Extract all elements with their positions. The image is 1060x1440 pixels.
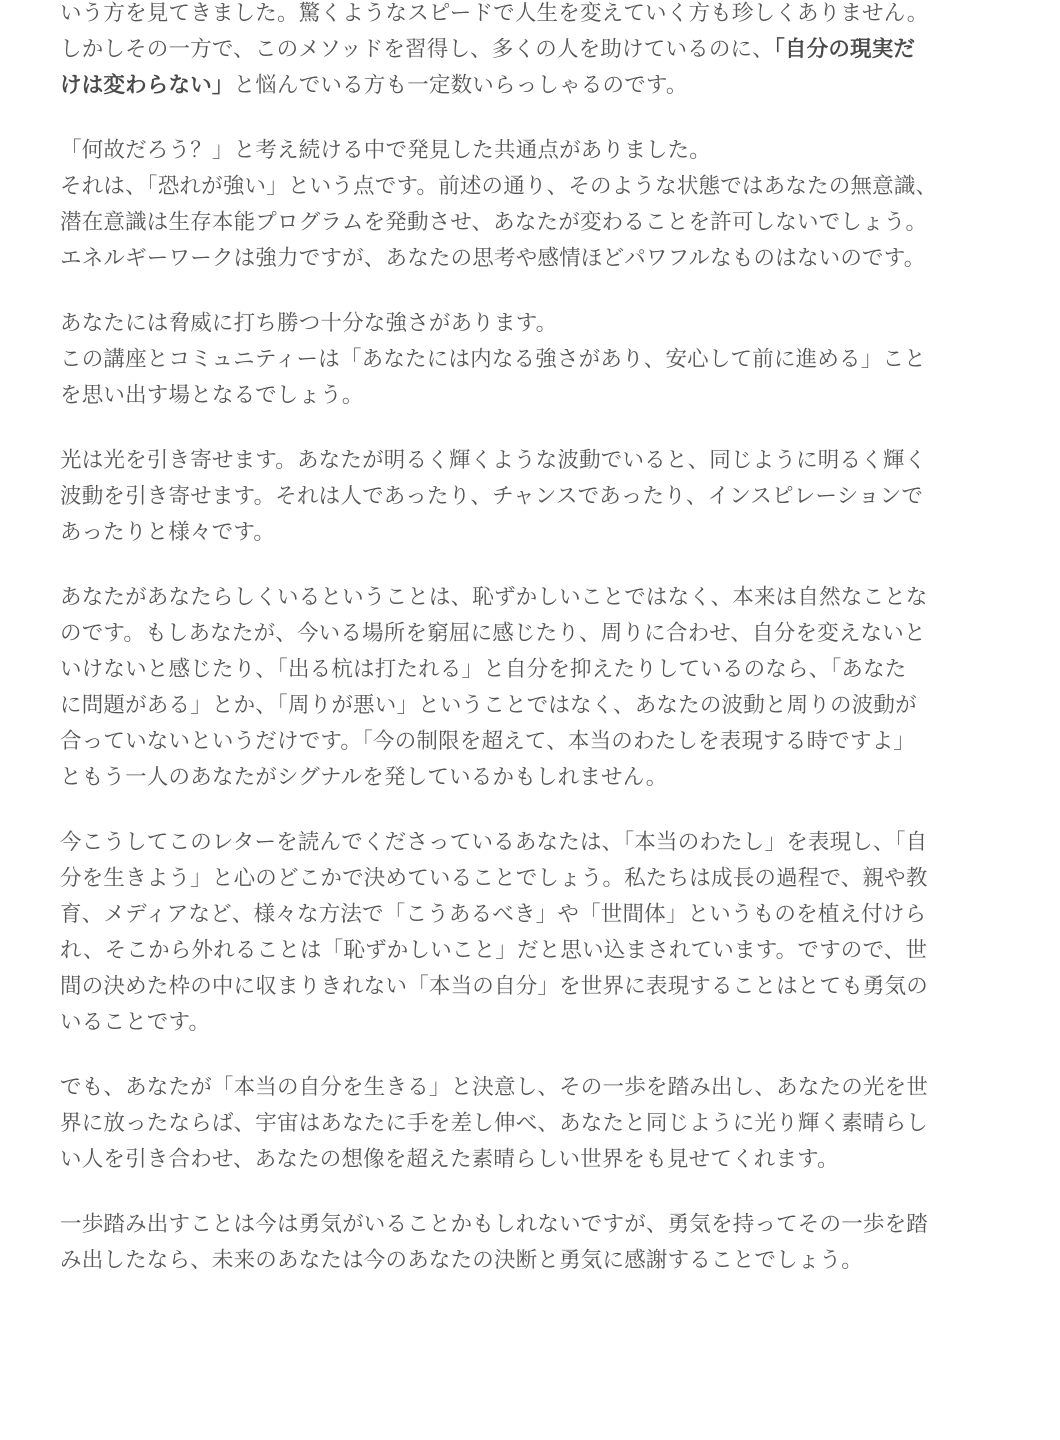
text-line bbox=[60, 580, 1000, 616]
emphasis-text: 「自分の現実だ bbox=[773, 37, 916, 62]
body-text: に問題がある」とか、「周りが悪い」ということではなく、あなたの波動と周りの波動が bbox=[60, 693, 917, 718]
body-text: 光は光を引き寄せます。あなたが明るく輝くような波動でいると、同じように明るく輝く bbox=[60, 448, 927, 473]
paragraph bbox=[60, 133, 1000, 277]
paragraph bbox=[60, 1070, 1000, 1178]
text-line bbox=[60, 969, 1000, 1005]
text-line bbox=[60, 688, 1000, 724]
body-text: い人を引き合わせ、あなたの想像を超えた素晴らしい世界をも見せてくれます。 bbox=[60, 1147, 839, 1172]
text-line bbox=[60, 1207, 1000, 1243]
paragraph bbox=[60, 0, 1000, 104]
text-line bbox=[60, 616, 1000, 652]
body-text: れ、そこから外れることは「恥ずかしいこと」だと思い込まされています。ですので、世 bbox=[60, 938, 928, 963]
text-line bbox=[60, 342, 1000, 378]
body-text: を思い出す場となるでしょう。 bbox=[60, 383, 364, 408]
body-text: 間の決めた枠の中に収まりきれない「本当の自分」を世界に表現することはとても勇気の bbox=[60, 974, 929, 999]
text-line bbox=[60, 378, 1000, 414]
emphasis-text: けは変わらない」 bbox=[60, 73, 234, 98]
body-text: 波動を引き寄せます。それは人であったり、チャンスであったり、インスピレーションで bbox=[60, 484, 924, 509]
body-text: ともう一人のあなたがシグナルを発しているかもしれません。 bbox=[60, 765, 668, 790]
paragraph bbox=[60, 580, 1000, 796]
body-text: 分を生きよう」と心のどこかで決めていることでしょう。私たちは成長の過程で、親や教 bbox=[60, 866, 928, 891]
text-line bbox=[60, 133, 1000, 169]
body-text: 一歩踏み出すことは今は勇気がいることかもしれないですが、勇気を持ってその一歩を踏 bbox=[60, 1212, 929, 1237]
body-text: 今こうしてこのレターを読んでくださっているあなたは、「本当のわたし」を表現し、「自 bbox=[60, 830, 928, 855]
text-line bbox=[60, 825, 1000, 861]
text-line bbox=[60, 205, 1000, 241]
body-text: しかしその一方で、このメソッドを習得し、多くの人を助けているのに、 bbox=[60, 37, 774, 62]
text-line bbox=[60, 897, 1000, 933]
article-body bbox=[60, 0, 1000, 1308]
body-text: 合っていないというだけです。「今の制限を超えて、本当のわたしを表現する時ですよ」 bbox=[60, 729, 916, 754]
text-line bbox=[60, 652, 1000, 688]
text-line bbox=[60, 933, 1000, 969]
body-text: のです。もしあなたが、今いる場所を窮屈に感じたり、周りに合わせ、自分を変えないと bbox=[60, 621, 926, 646]
text-line bbox=[60, 1243, 1000, 1279]
body-text: 「何故だろう？」と考え続ける中で発見した共通点がありました。 bbox=[60, 138, 712, 163]
text-line bbox=[60, 241, 1000, 277]
body-text: この講座とコミュニティーは「あなたには内なる強さがあり、安心して前に進める」こと bbox=[60, 347, 926, 372]
body-text: 界に放ったならば、宇宙はあなたに手を差し伸べ、あなたと同じように光り輝く素晴らし bbox=[60, 1111, 929, 1136]
body-text: 潜在意識は生存本能プログラムを発動させ、あなたが変わることを許可しないでしょう。 bbox=[60, 210, 928, 235]
text-line bbox=[60, 760, 1000, 796]
paragraph bbox=[60, 1207, 1000, 1279]
body-text: と悩んでいる方も一定数いらっしゃるのです。 bbox=[233, 73, 688, 98]
body-text: いう方を見てきました。驚くようなスピードで人生を変えていく方も珍しくありません。 bbox=[60, 1, 929, 26]
body-text: 育、メディアなど、様々な方法で「こうあるべき」や「世間体」というものを植え付けら bbox=[60, 902, 927, 927]
text-line bbox=[60, 1106, 1000, 1142]
text-line bbox=[60, 0, 1000, 32]
body-text: いることです。 bbox=[60, 1010, 211, 1035]
text-line bbox=[60, 1142, 1000, 1178]
body-text: あなたには脅威に打ち勝つ十分な強さがあります。 bbox=[60, 311, 558, 336]
body-text: いけないと感じたり、「出る杭は打たれる」と自分を抑えたりしているのなら、「あなた bbox=[60, 657, 907, 682]
paragraph bbox=[60, 825, 1000, 1041]
text-line bbox=[60, 32, 1000, 68]
text-line bbox=[60, 1005, 1000, 1041]
text-line bbox=[60, 1070, 1000, 1106]
text-line bbox=[60, 306, 1000, 342]
paragraph bbox=[60, 443, 1000, 551]
body-text: み出したなら、未来のあなたは今のあなたの決断と勇気に感謝することでしょう。 bbox=[60, 1248, 863, 1273]
text-line bbox=[60, 68, 1000, 104]
body-text: それは、「恐れが強い」という点です。前述の通り、そのような状態ではあなたの無意識、 bbox=[60, 174, 938, 199]
text-line bbox=[60, 479, 1000, 515]
text-line bbox=[60, 443, 1000, 479]
text-line bbox=[60, 724, 1000, 760]
paragraph bbox=[60, 306, 1000, 414]
body-text: あったりと様々です。 bbox=[60, 520, 276, 545]
body-text: あなたがあなたらしくいるということは、恥ずかしいことではなく、本来は自然なことな bbox=[60, 585, 928, 610]
text-line bbox=[60, 861, 1000, 897]
text-line bbox=[60, 515, 1000, 551]
text-line bbox=[60, 169, 1000, 205]
body-text: エネルギーワークは強力ですが、あなたの思考や感情ほどパワフルなものはないのです。 bbox=[60, 246, 926, 271]
body-text: でも、あなたが「本当の自分を生きる」と決意し、その一歩を踏み出し、あなたの光を世 bbox=[60, 1075, 929, 1100]
